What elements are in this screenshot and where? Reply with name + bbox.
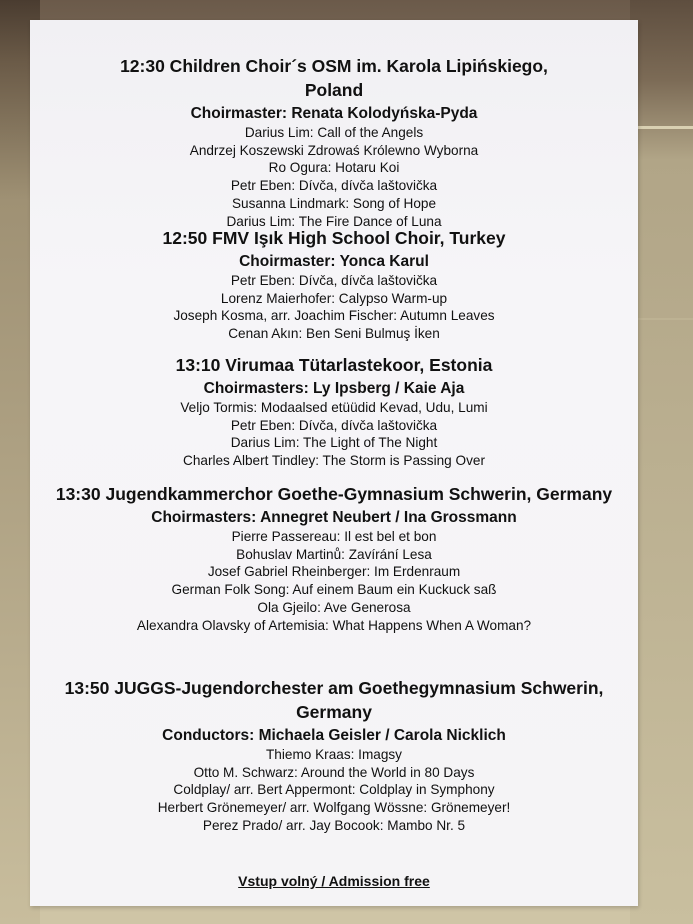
repertoire-item: Joseph Kosma, arr. Joachim Fischer: Autumn Leaves [173, 308, 495, 324]
repertoire-item: Ola Gjeilo: Ave Generosa [257, 599, 411, 615]
admission-note: Vstup volný / Admission free [238, 873, 430, 889]
repertoire-item: Darius Lim: The Fire Dance of Luna [226, 213, 442, 229]
section-conductor: Conductors: Michaela Geisler / Carola Nicklich [162, 727, 506, 744]
section-title: 12:30 Children Choir´s OSM im. Karola Lipińskiego, Poland [120, 56, 548, 100]
section-title: 12:50 FMV Işık High School Choir, Turkey [162, 228, 506, 248]
repertoire-item: Petr Eben: Dívča, dívča laštovička [230, 178, 438, 194]
repertoire-item: Darius Lim: Call of the Angels [244, 125, 424, 140]
repertoire-item: Andrzej Koszewski Zdrowaś Królewno Wyborna [189, 142, 479, 158]
program-section-5 [30, 676, 638, 835]
repertoire-item: Coldplay/ arr. Bert Appermont: Coldplay in Symphony [173, 782, 495, 798]
repertoire-item: Susanna Lindmark: Song of Hope [231, 195, 437, 211]
program-section-3 [30, 353, 638, 470]
repertoire-item: Alexandra Olavsky of Artemisia: What Happens When A Woman? [136, 617, 532, 633]
section-title: 13:50 JUGGS-Jugendorchester am Goethegymnasium Schwerin, Germany [64, 678, 604, 722]
section-conductor: Choirmaster: Renata Kolodyńska-Pyda [190, 105, 478, 122]
repertoire-item: Herbert Grönemeyer/ arr. Wolfgang Wössne: Grönemeyer! [157, 800, 511, 816]
repertoire-item: Charles Albert Tindley: The Storm is Passing Over [183, 453, 485, 469]
section-title: 13:30 Jugendkammerchor Goethe-Gymnasium Schwerin, Germany [55, 484, 613, 504]
program-section-2 [30, 226, 638, 343]
repertoire-item: German Folk Song: Auf einem Baum ein Kuckuck saß [171, 582, 497, 598]
section-conductor: Choirmaster: Yonca Karul [239, 253, 429, 270]
repertoire-item: Petr Eben: Dívča, dívča laštovička [230, 273, 438, 288]
background-right [630, 0, 693, 924]
repertoire-item: Petr Eben: Dívča, dívča laštovička [230, 417, 438, 433]
repertoire-item: Veljo Tormis: Modaalsed etüüdid Kevad, Udu, Lumi [180, 400, 488, 415]
repertoire-item: Thiemo Kraas: Imagsy [266, 747, 402, 762]
section-title: 13:10 Virumaa Tütarlastekoor, Estonia [175, 355, 493, 375]
program-sheet [30, 20, 638, 906]
repertoire-item: Cenan Akın: Ben Seni Bulmuş İken [228, 326, 440, 342]
program-section-1 [30, 54, 638, 230]
repertoire-item: Ro Ogura: Hotaru Koi [268, 160, 400, 176]
section-conductor: Choirmasters: Ly Ipsberg / Kaie Aja [203, 380, 465, 397]
program-section-4 [30, 482, 638, 634]
repertoire-item: Darius Lim: The Light of The Night [230, 435, 438, 451]
repertoire-item: Bohuslav Martinů: Zavírání Lesa [236, 546, 432, 562]
repertoire-item: Perez Prado/ arr. Jay Bocook: Mambo Nr. 5 [202, 817, 466, 833]
repertoire-item: Lorenz Maierhofer: Calypso Warm-up [220, 290, 448, 306]
repertoire-item: Otto M. Schwarz: Around the World in 80 Days [193, 764, 475, 780]
repertoire-item: Pierre Passereau: Il est bel et bon [231, 529, 437, 544]
section-conductor: Choirmasters: Annegret Neubert / Ina Grossmann [151, 509, 517, 526]
repertoire-item: Josef Gabriel Rheinberger: Im Erdenraum [207, 564, 461, 580]
